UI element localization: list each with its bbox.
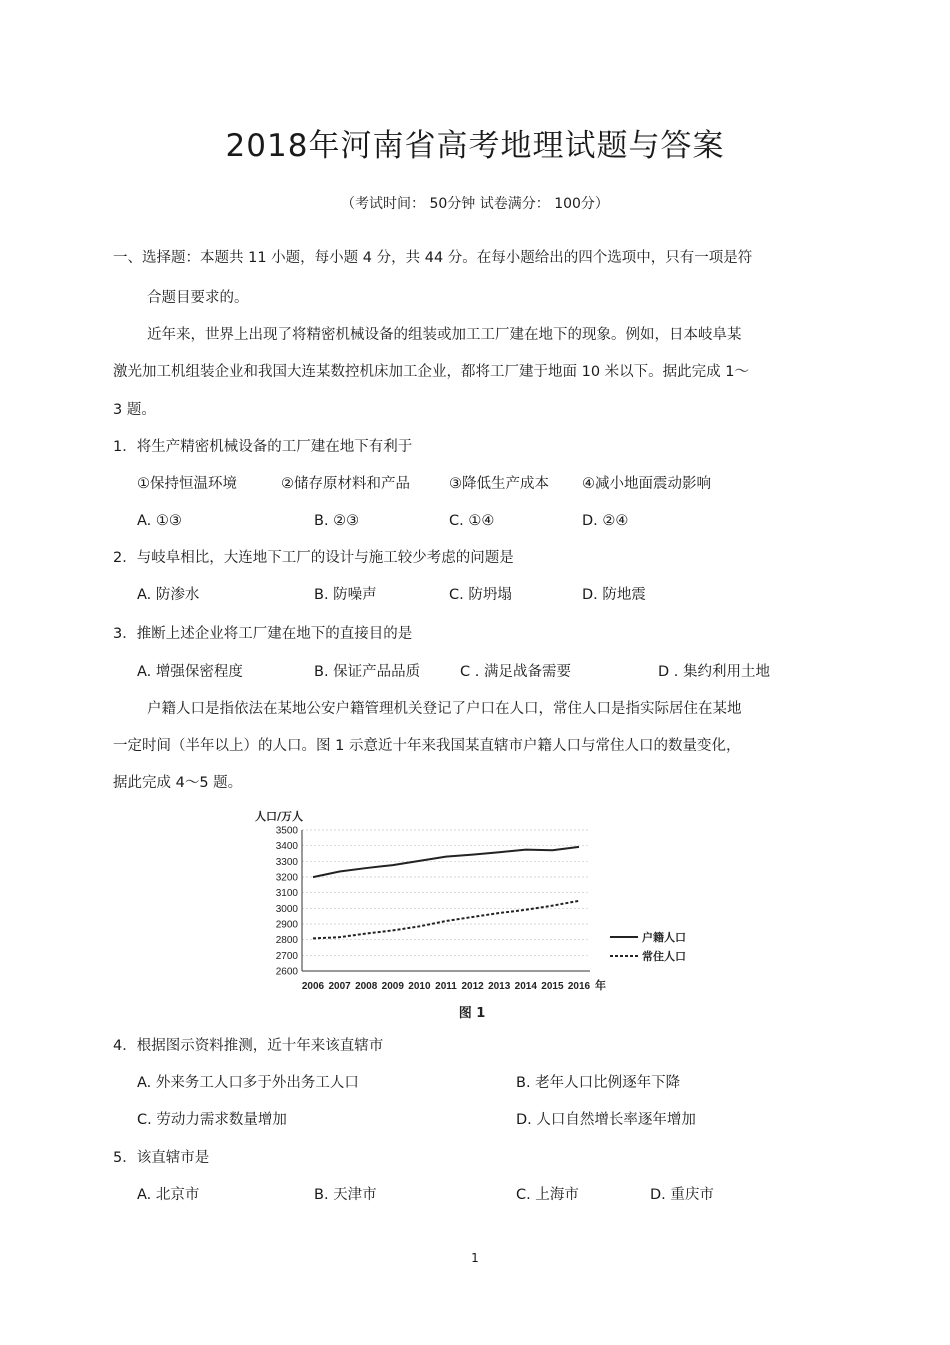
question-5-stem: 5．该直辖市是 (113, 1150, 210, 1166)
q3-option-b: B. 保证产品品质 (314, 664, 421, 680)
q5-option-c: C. 上海市 (516, 1187, 579, 1203)
page-title: 2018年河南省高考地理试题与答案 (225, 128, 725, 164)
question-3-stem: 3．推断上述企业将工厂建在地下的直接目的是 (113, 626, 413, 642)
q3-option-c: C . 满足战备需要 (460, 664, 571, 680)
x-tick-label: 2011 (435, 981, 457, 992)
q2-option-d: D. 防地震 (582, 587, 646, 603)
x-tick-label: 2006 (301, 981, 325, 992)
question-1-stem: 1．将生产精密机械设备的工厂建在地下有利于 (113, 439, 413, 455)
y-tick-label: 2900 (275, 919, 298, 931)
passage2-line2: 一定时间（半年以上）的人口。图 1 示意近十年来我国某直辖市户籍人口与常住人口的数量变化， (113, 738, 741, 754)
y-tick-label: 2700 (275, 950, 298, 962)
q5-option-d: D. 重庆市 (650, 1187, 714, 1203)
question-2-stem: 2．与岐阜相比，大连地下工厂的设计与施工较少考虑的问题是 (113, 550, 514, 566)
series-line-2 (313, 901, 579, 939)
page-number: 1 (471, 1251, 479, 1265)
q1-item-1: ①保持恒温环境 (137, 476, 237, 492)
figure-caption: 图 1 (458, 1006, 486, 1021)
q1-item-2: ②储存原材料和产品 (281, 476, 410, 492)
y-tick-label: 3100 (275, 888, 298, 900)
q1-option-d: D. ②④ (582, 513, 629, 529)
x-tick-label: 2008 (355, 981, 378, 992)
x-tick-label: 2012 (461, 981, 484, 992)
q1-option-b: B. ②③ (314, 513, 360, 529)
x-tick-label: 2010 (408, 981, 431, 992)
question-4-stem: 4．根据图示资料推测，近十年来该直辖市 (113, 1038, 384, 1054)
y-tick-label: 3200 (275, 872, 298, 884)
q4-option-a: A. 外来务工人口多于外出务工人口 (137, 1075, 359, 1091)
x-tick-label: 2013 (488, 981, 511, 992)
passage1-line1: 近年来，世界上出现了将精密机械设备的组装或加工工厂建在地下的现象。例如，日本岐阜某 (147, 327, 742, 343)
x-tick-label: 2007 (328, 981, 351, 992)
x-tick-label: 2009 (381, 981, 404, 992)
passage1-line2: 激光加工机组装企业和我国大连某数控机床加工企业，都将工厂建于地面 10 米以下。据此完成 1～ (113, 364, 749, 380)
q1-option-a: A. ①③ (137, 513, 182, 529)
q3-option-a: A. 增强保密程度 (137, 664, 243, 680)
y-tick-label: 2600 (275, 966, 298, 978)
passage2-line3: 据此完成 4～5 题。 (113, 775, 243, 791)
x-tick-label: 2014 (514, 981, 537, 992)
series-line-1 (313, 847, 579, 877)
y-tick-label: 3000 (275, 903, 298, 915)
q2-option-a: A. 防渗水 (137, 587, 200, 603)
q5-option-a: A. 北京市 (137, 1187, 200, 1203)
q5-option-b: B. 天津市 (314, 1187, 377, 1203)
q2-option-c: C. 防坍塌 (449, 587, 512, 603)
y-tick-label: 3300 (275, 856, 298, 868)
x-tick-label: 2015 (541, 981, 564, 992)
passage1-line3: 3 题。 (113, 402, 156, 418)
passage2-line1: 户籍人口是指依法在某地公安户籍管理机关登记了户口在人口，常住人口是指实际居住在某地 (147, 701, 742, 717)
q1-item-4: ④减小地面震动影响 (582, 476, 711, 492)
y-tick-label: 2800 (275, 935, 298, 947)
section-heading-cont: 合题目要求的。 (147, 290, 249, 306)
population-line-chart (250, 805, 686, 1027)
section-heading: 一、选择题：本题共 11 小题，每小题 4 分，共 44 分。在每小题给出的四个选项中，只有一项是符 (113, 250, 753, 266)
legend-label: 常住人口 (642, 950, 686, 963)
q3-option-d: D . 集约利用土地 (658, 664, 770, 680)
y-axis-label: 人口/万人 (255, 810, 304, 823)
exam-info: （考试时间： 50分钟 试卷满分： 100分） (341, 196, 609, 212)
q4-option-d: D. 人口自然增长率逐年增加 (516, 1112, 696, 1128)
q4-option-b: B. 老年人口比例逐年下降 (516, 1075, 681, 1091)
x-axis-label: 年 (595, 979, 606, 992)
y-tick-label: 3400 (275, 841, 298, 853)
y-tick-label: 3500 (275, 825, 298, 837)
q4-option-c: C. 劳动力需求数量增加 (137, 1112, 287, 1128)
x-tick-label: 2016 (567, 981, 591, 992)
q1-option-c: C. ①④ (449, 513, 495, 529)
q1-item-3: ③降低生产成本 (449, 476, 549, 492)
q2-option-b: B. 防噪声 (314, 587, 377, 603)
legend-label: 户籍人口 (642, 931, 686, 944)
